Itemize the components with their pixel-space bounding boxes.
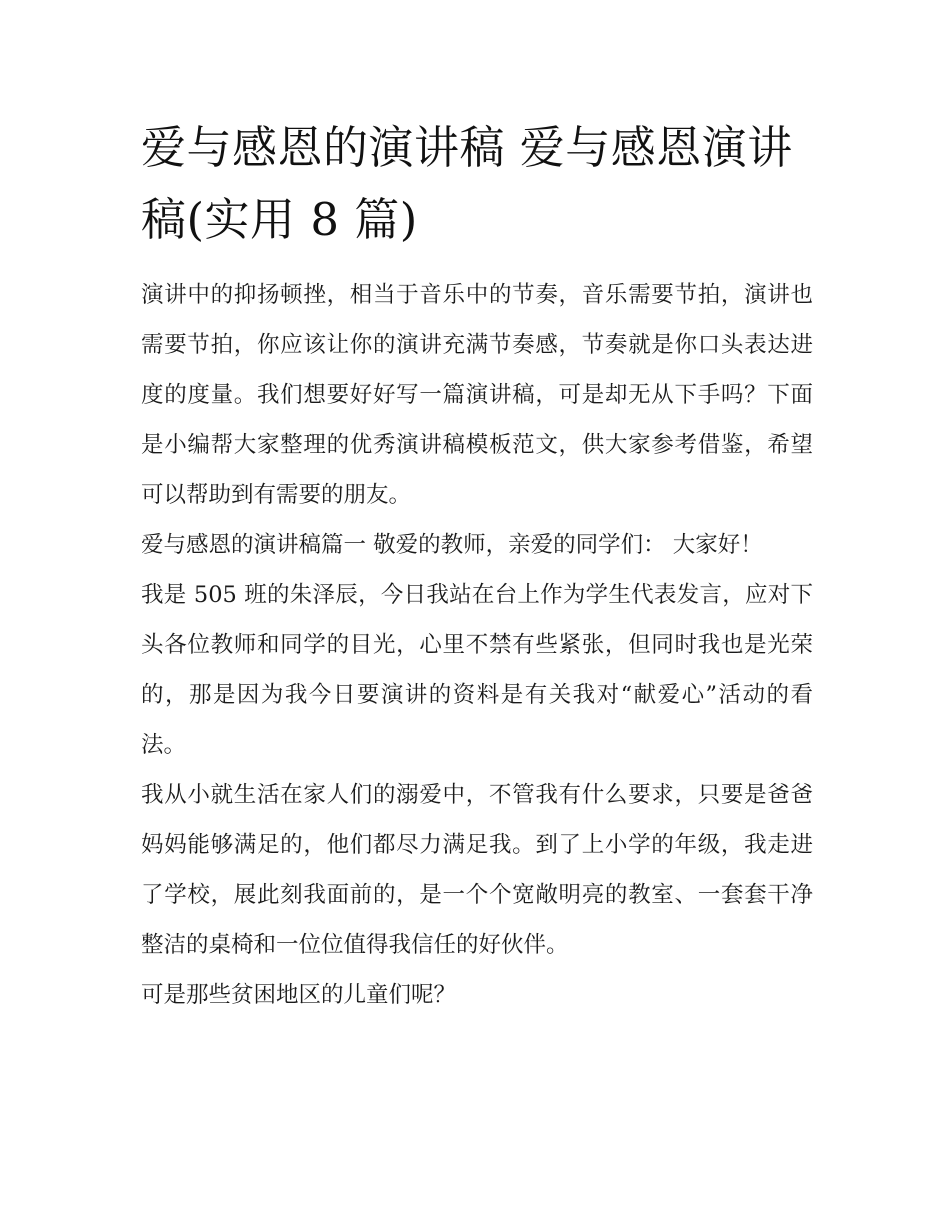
document-title: 爱与感恩的演讲稿 爱与感恩演讲稿(实用 8 篇) [141,121,793,246]
paragraph-question: 可是那些贫困地区的儿童们呢？ [141,982,457,1008]
paragraph-intro: 演讲中的抑扬顿挫，相当于音乐中的节奏，音乐需要节拍，演讲也需要节拍，你应该让你的演讲充满节奏感，节奏就是你口头表达进度的度量。我们想要好好写一篇演讲稿，可是却无从下手吗？下面是小编帮大家整理的优秀演讲稿模板范文，供大家参考借鉴，希望可以帮助到有需要的朋友。 [141,282,813,508]
paragraph-childhood: 我从小就生活在家人们的溺爱中，不管我有什么要求，只要是爸爸妈妈能够满足的，他们都尽力满足我。到了上小学的年级，我走进了学校，展此刻我面前的，是一个个宽敞明亮的教室、一套套干净整洁的桌椅和一位位值得我信任的好伙伴。 [141,782,813,958]
paragraph-greeting: 爱与感恩的演讲稿篇一 敬爱的教师，亲爱的同学们： 大家好！ [141,532,763,558]
paragraph-self-intro: 我是 505 班的朱泽辰，今日我站在台上作为学生代表发言，应对下头各位教师和同学的目光，心里不禁有些紧张，但同时我也是光荣的，那是因为我今日要演讲的资料是有关我对“献爱心”活动的看法。 [141,582,813,758]
document-content [141,112,813,1020]
